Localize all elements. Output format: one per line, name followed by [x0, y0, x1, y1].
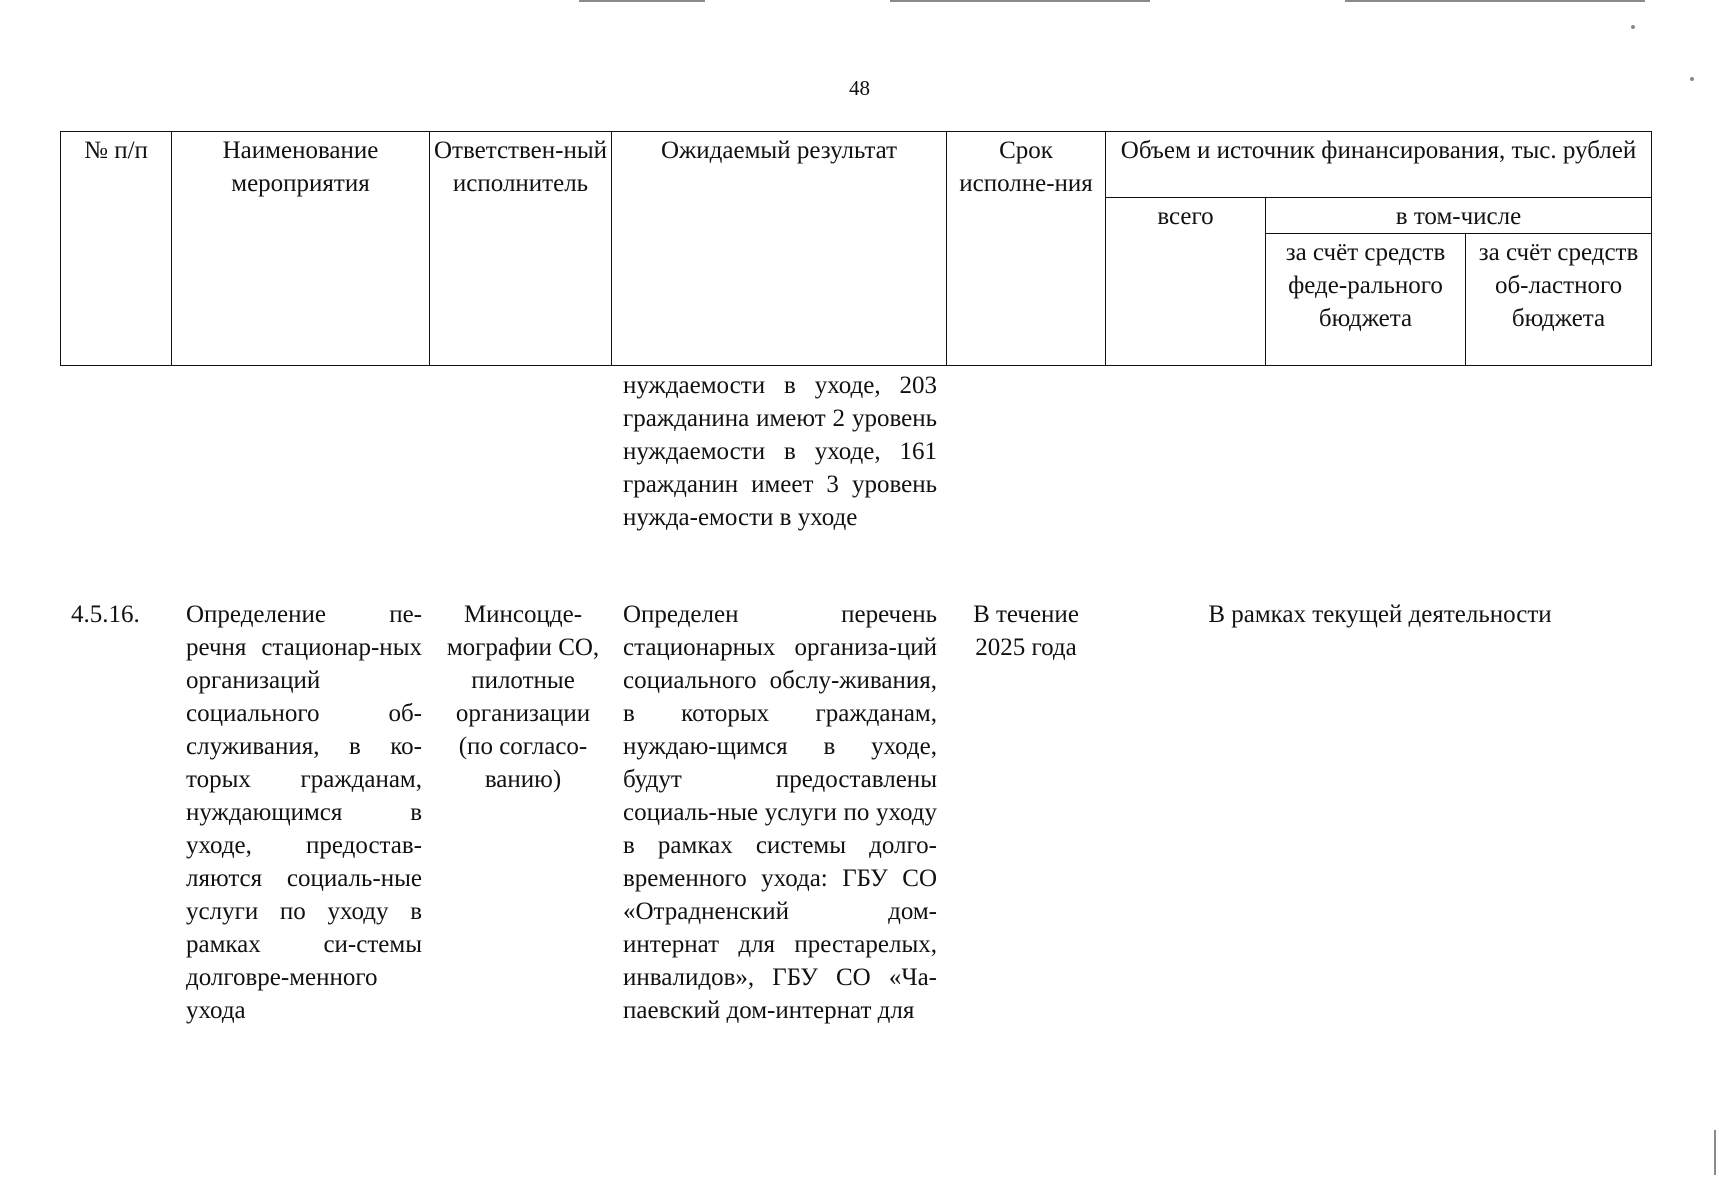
scan-mark [1345, 0, 1645, 2]
row-funding: В рамках текущей деятельности [1208, 601, 1552, 628]
header-result: Ожидаемый результат [612, 132, 947, 366]
scan-mark [1631, 25, 1635, 29]
header-deadline: Срок исполне-ния [947, 132, 1106, 366]
header-responsible: Ответствен-ный исполнитель [430, 132, 612, 366]
table-header [60, 131, 1652, 366]
row-num: 4.5.16. [71, 601, 140, 628]
header-regional: за счёт средств об-ластного бюджета [1466, 234, 1652, 366]
header-federal: за счёт средств феде-рального бюджета [1266, 234, 1466, 366]
page-number: 48 [849, 76, 870, 100]
scan-mark [1714, 1130, 1716, 1175]
header-num: № п/п [61, 132, 172, 366]
header-funding: Объем и источник финансирования, тыс. рублей [1106, 132, 1652, 198]
header-total: всего [1106, 198, 1266, 366]
continuation-result: нуждаемости в уходе, 203 гражданина имеют 2 уровень нуждаемости в уходе, 161 гражданин имеет 3 уровень нужда-емости в уходе [623, 372, 937, 531]
row-responsible: Минсоцде-мографии СО, пилотные организации (по согласо-ванию) [446, 601, 600, 793]
row-result: Определен перечень стационарных организа-ций социального обслу-живания, в которых гражданам, нуждаю-щимся в уходе, будут предоставлены социаль-ные услуги по уходу в рамках системы долго-временного ухода: ГБУ СО «Отрадненский дом-интернат для престарелых, инвалидов», ГБУ СО «Ча-паевский дом-интернат для [623, 601, 937, 1024]
header-including: в том-числе [1266, 198, 1652, 234]
scan-mark [890, 0, 1150, 2]
row-deadline: В течение 2025 года [973, 601, 1079, 661]
scan-mark [579, 0, 705, 2]
header-name: Наименование мероприятия [172, 132, 430, 366]
row-name: Определение пе-речня стационар-ных организаций социального об-служивания, в ко-торых гражданам, нуждающимся в уходе, предостав-ляются социаль-ные услуги по уходу в рамках си-стемы долговре-менного ухода [186, 601, 422, 1024]
scan-mark [1690, 77, 1694, 81]
